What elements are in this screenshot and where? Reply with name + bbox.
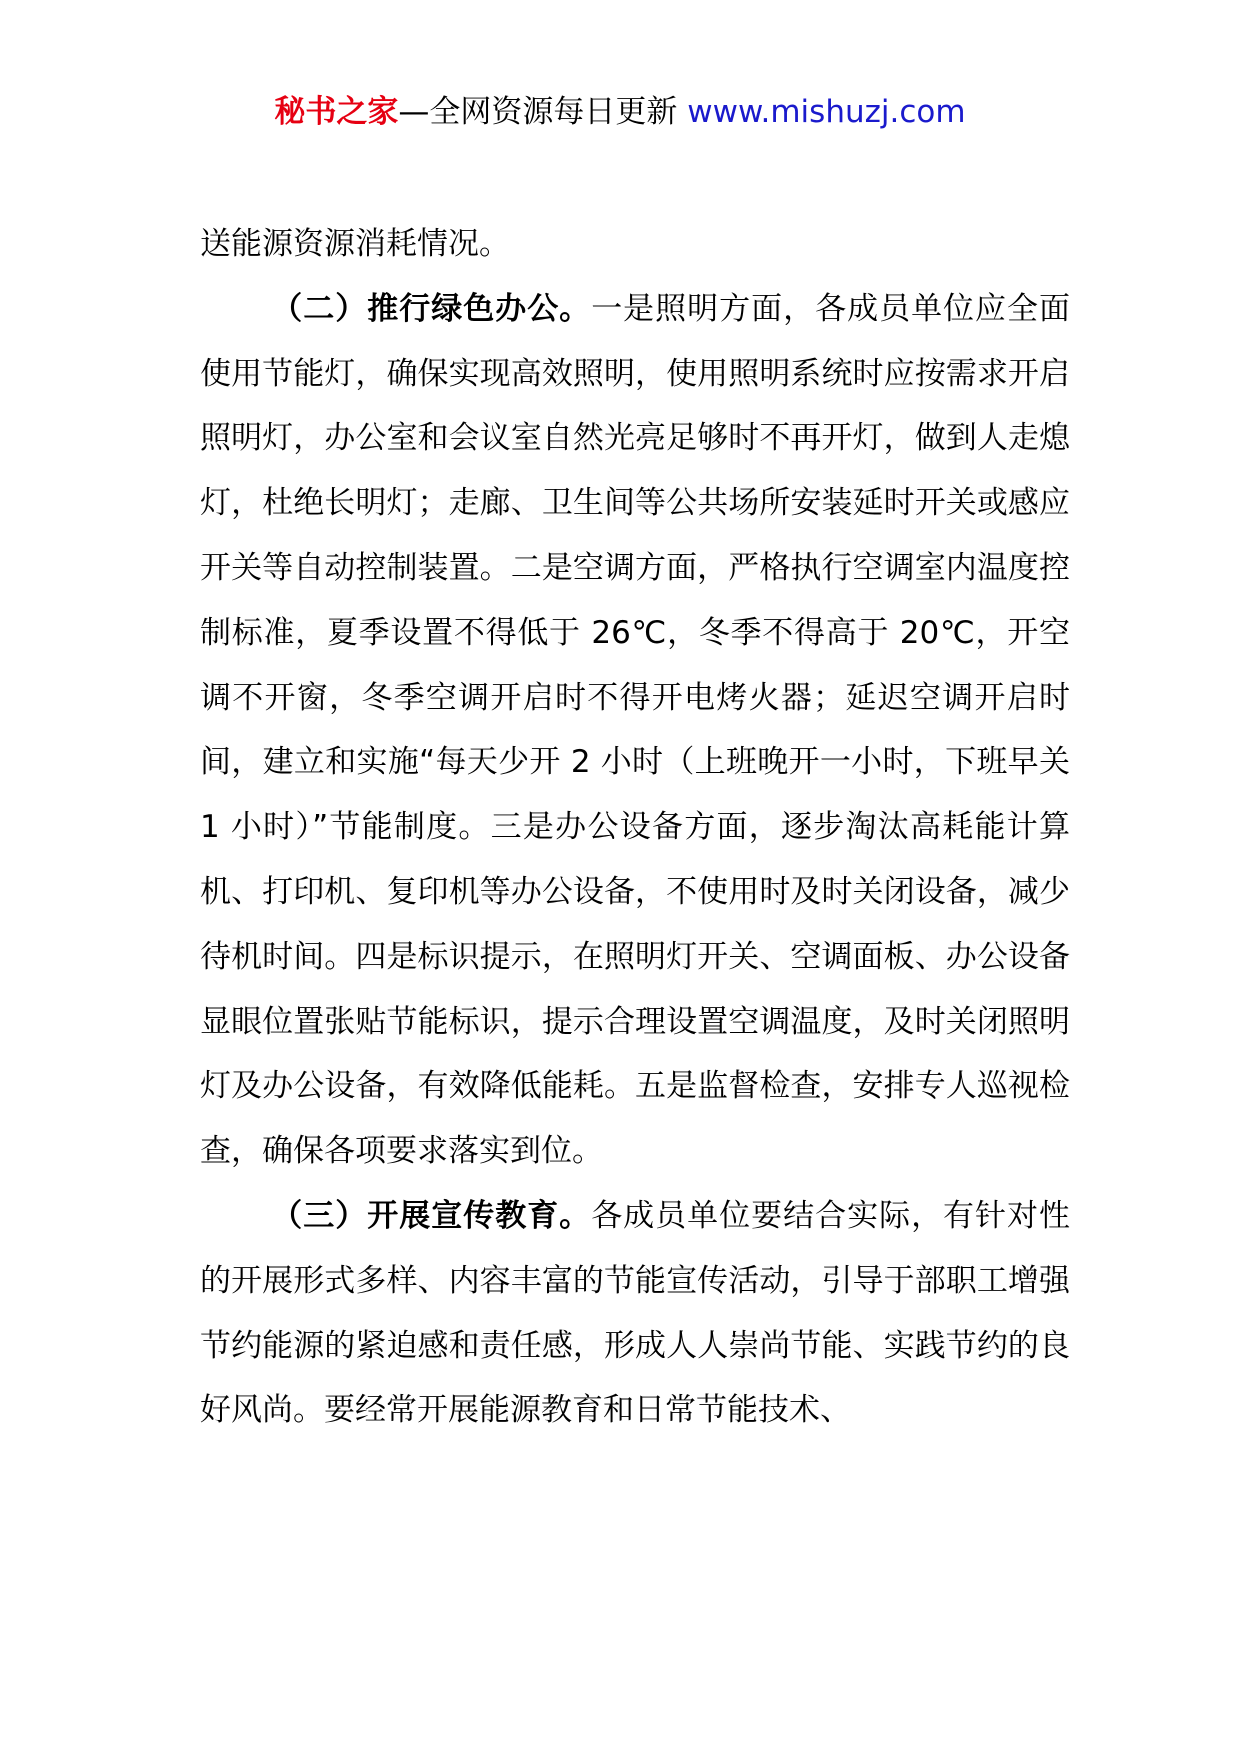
paragraph-continuation [200,212,1070,277]
page-header [0,92,1240,132]
paragraph-text: 一是照明方面，各成员单位应全面使用节能灯，确保实现高效照明，使用照明系统时应按需求开启照明灯，办公室和会议室自然光亮足够时不再开灯，做到人走熄灯，杜绝长明灯；走廊、卫生间等公共场所安装延时开关或感应开关等自动控制装置。二是空调方面，严格执行空调室内温度控制标准，夏季设置不得低于 26℃，冬季不得高于 20℃，开空调不开窗，冬季空调开启时不得开电烤火器；延迟空调开启时间，建立和实施“每天少开 2 小时（上班晚开一小时，下班早关 1 小时）”节能制度。三是办公设备方面，逐步淘汰高耗能计算机、打印机、复印机等办公设备，不使用时及时关闭设备，减少待机时间。四是标识提示，在照明灯开关、空调面板、办公设备显眼位置张贴节能标识，提示合理设置空调温度，及时关闭照明灯及办公设备，有效降低能耗。五是监督检查，安排专人巡视检查，确保各项要求落实到位。 [200,290,1071,1170]
paragraph-education [200,1184,1070,1443]
section-heading-2: （二）推行绿色办公。 [271,290,592,327]
website-url[interactable]: www.mishuzj.com [687,94,966,130]
header-slogan: —全网资源每日更新 [398,94,688,130]
brand-name: 秘书之家 [274,94,399,130]
paragraph-text: 送能源资源消耗情况。 [200,226,510,262]
paragraph-text: 各成员单位要结合实际，有针对性的开展形式多样、内容丰富的节能宣传活动，引导于部职工增强节约能源的紧迫感和责任感，形成人人崇尚节能、实践节约的良好风尚。要经常开展能源教育和日常节能技术、 [200,1197,1071,1429]
document-body [200,212,1070,1443]
section-heading-3: （三）开展宣传教育。 [271,1197,592,1234]
paragraph-green-office [200,277,1070,1184]
